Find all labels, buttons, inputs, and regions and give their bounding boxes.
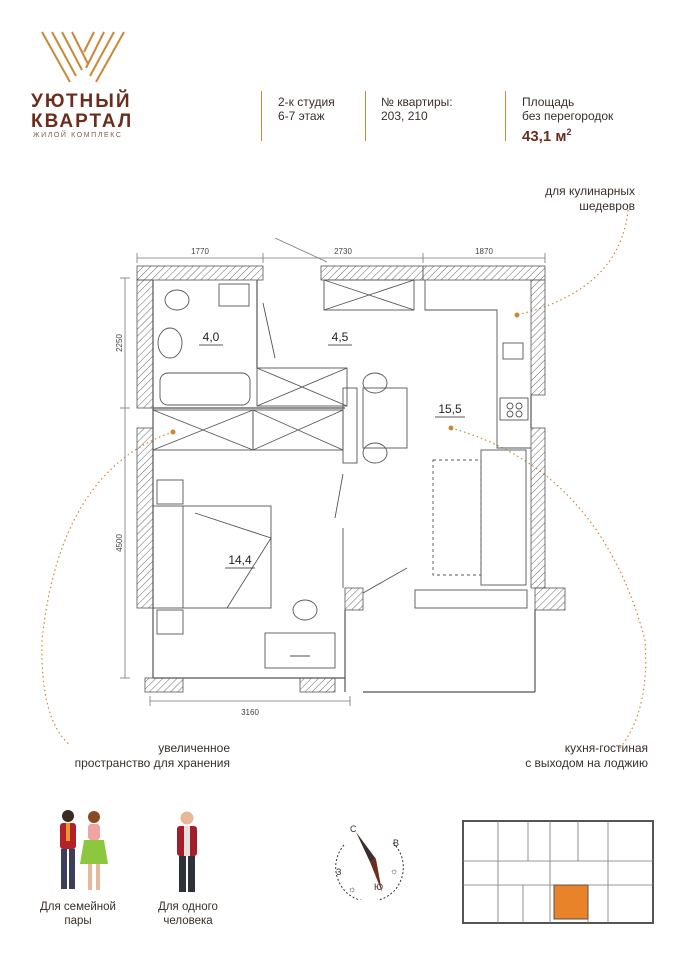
compass-south: Ю	[374, 882, 384, 892]
brand-name-line2: КВАРТАЛ	[31, 111, 134, 132]
apartment-type-line: 2-к студия	[278, 95, 335, 109]
single-caption-line1: Для одного	[158, 901, 218, 913]
dim-top-3: 1870	[475, 247, 493, 256]
dim-left-1: 2250	[115, 334, 124, 352]
compass-north: С	[350, 824, 357, 834]
area-label-line1: Площадь	[522, 95, 575, 109]
area-value-number: 43,1 м	[522, 128, 567, 145]
brand-subtitle: ЖИЛОЙ КОМПЛЕКС	[33, 132, 123, 139]
compass-icon	[330, 820, 410, 900]
brand-name-line1: УЮТНЫЙ	[31, 91, 132, 112]
sun-icon: ☼	[348, 884, 357, 894]
compass-east: В	[393, 838, 400, 848]
compass-west: З	[336, 867, 342, 877]
room-area-bedroom: 14,4	[228, 553, 252, 567]
kitchen-callout-line1: для кулинарных	[545, 184, 635, 198]
storage-callout-line2: пространство для хранения	[74, 756, 230, 770]
apartment-numbers-value: 203, 210	[381, 109, 428, 123]
living-callout-line1: кухня-гостиная	[564, 741, 648, 755]
area-unit-sup: 2	[566, 127, 572, 137]
storage-callout-line1: увеличенное	[158, 741, 230, 755]
area-label-line2: без перегородок	[522, 109, 614, 123]
single-caption-line2: человека	[163, 915, 213, 927]
room-area-living: 15,5	[438, 402, 462, 416]
couple-caption-line1: Для семейной	[40, 901, 116, 913]
dim-left-2: 4500	[115, 534, 124, 552]
apartment-floor-line: 6-7 этаж	[278, 109, 325, 123]
couple-icon	[50, 808, 120, 896]
apartment-numbers-label: № квартиры:	[381, 95, 453, 109]
room-area-bathroom: 4,0	[202, 330, 220, 344]
dim-bottom: 3160	[241, 708, 259, 717]
couple-caption-line2: пары	[64, 915, 92, 927]
sun-icon: ☼	[390, 866, 399, 876]
couple-caption	[20, 900, 136, 928]
highlighted-apartment	[554, 885, 588, 919]
single-caption	[138, 900, 238, 928]
dim-top-1: 1770	[191, 247, 209, 256]
living-callout-line2: с выходом на лоджию	[525, 756, 648, 770]
kitchen-callout-line2: шедевров	[579, 199, 635, 213]
room-area-hall: 4,5	[331, 330, 349, 344]
floor-plan	[115, 238, 575, 718]
building-floor-mini-map	[458, 813, 658, 928]
single-person-icon	[170, 810, 204, 896]
dim-top-2: 2730	[334, 247, 352, 256]
